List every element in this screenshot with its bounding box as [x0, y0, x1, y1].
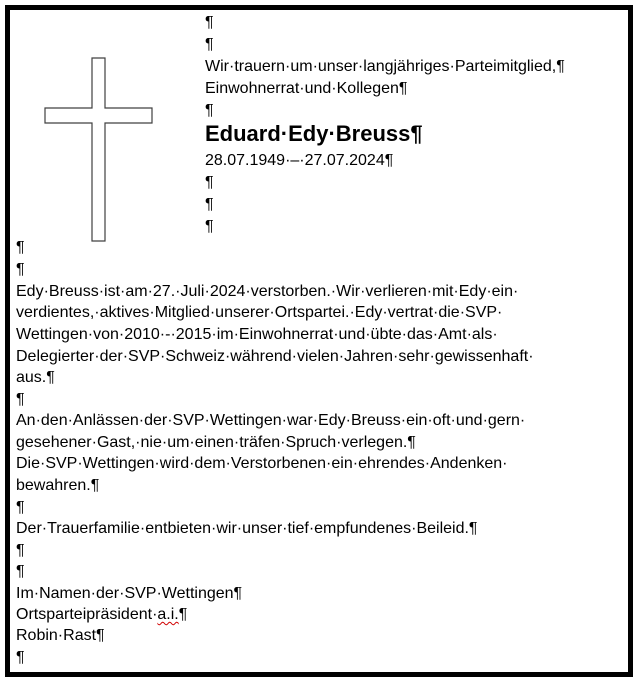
empty-paragraph[interactable]: ¶ [205, 174, 214, 191]
intro-line-2[interactable]: Einwohnerrat·und·Kollegen¶ [205, 80, 408, 97]
deceased-name[interactable]: Eduard·Edy·Breuss¶ [205, 121, 423, 146]
paragraph-mark: ¶ [178, 606, 188, 623]
condolence-line[interactable]: Der·Trauerfamilie·entbieten·wir·unser·tief·empfundenes·Beileid.¶ [16, 520, 478, 537]
signature-line-title[interactable] [16, 604, 187, 626]
body-paragraph-1-line[interactable]: Wettingen·von·2010·-·2015·im·Einwohnerrat·und·übte·das·Amt·als· [16, 326, 498, 343]
empty-paragraph[interactable]: ¶ [205, 196, 214, 213]
empty-paragraph[interactable]: ¶ [16, 239, 25, 256]
empty-paragraph[interactable]: ¶ [205, 218, 214, 235]
body-paragraph-1-line[interactable]: Edy·Breuss·ist·am·27.·Juli·2024·verstorben.·Wir·verlieren·mit·Edy·ein· [16, 283, 519, 300]
body-paragraph-3-line[interactable]: Die·SVP·Wettingen·wird·dem·Verstorbenen·ein·ehrendes·Andenken· [16, 455, 508, 472]
intro-line-1[interactable]: Wir·trauern·um·unser·langjähriges·Parteimitglied,¶ [205, 58, 565, 75]
empty-paragraph[interactable]: ¶ [205, 14, 214, 31]
body-paragraph-2-line[interactable]: gesehener·Gast,·nie·um·einen·träfen·Spruch·verlegen.¶ [16, 434, 416, 451]
empty-paragraph[interactable]: ¶ [16, 261, 25, 278]
empty-paragraph[interactable]: ¶ [16, 649, 25, 666]
body-paragraph-2-line[interactable]: An·den·Anlässen·der·SVP·Wettingen·war·Edy·Breuss·ein·oft·und·gern· [16, 412, 526, 429]
body-paragraph-1-line[interactable]: verdientes,·aktives·Mitglied·unserer·Ortspartei.·Edy·vertrat·die·SVP· [16, 304, 503, 321]
signature-title-text: Ortsparteipräsident· [16, 606, 158, 623]
empty-paragraph[interactable]: ¶ [16, 563, 25, 580]
empty-paragraph[interactable]: ¶ [205, 102, 214, 119]
empty-paragraph[interactable]: ¶ [16, 499, 25, 516]
spellcheck-marked-word[interactable]: a.i. [157, 606, 179, 623]
signature-line-organization[interactable]: Im·Namen·der·SVP·Wettingen¶ [16, 585, 243, 602]
body-paragraph-1-line[interactable]: Delegierter·der·SVP·Schweiz·während·vielen·Jahren·sehr·gewissenhaft· [16, 348, 534, 365]
body-paragraph-1-line[interactable]: aus.¶ [16, 369, 55, 386]
signature-line-name[interactable]: Robin·Rast¶ [16, 627, 105, 644]
empty-paragraph[interactable]: ¶ [16, 391, 25, 408]
cross-icon [44, 56, 154, 244]
empty-paragraph[interactable]: ¶ [16, 542, 25, 559]
empty-paragraph[interactable]: ¶ [205, 36, 214, 53]
body-paragraph-3-line[interactable]: bewahren.¶ [16, 477, 100, 494]
life-dates[interactable]: 28.07.1949·–·27.07.2024¶ [205, 152, 394, 169]
